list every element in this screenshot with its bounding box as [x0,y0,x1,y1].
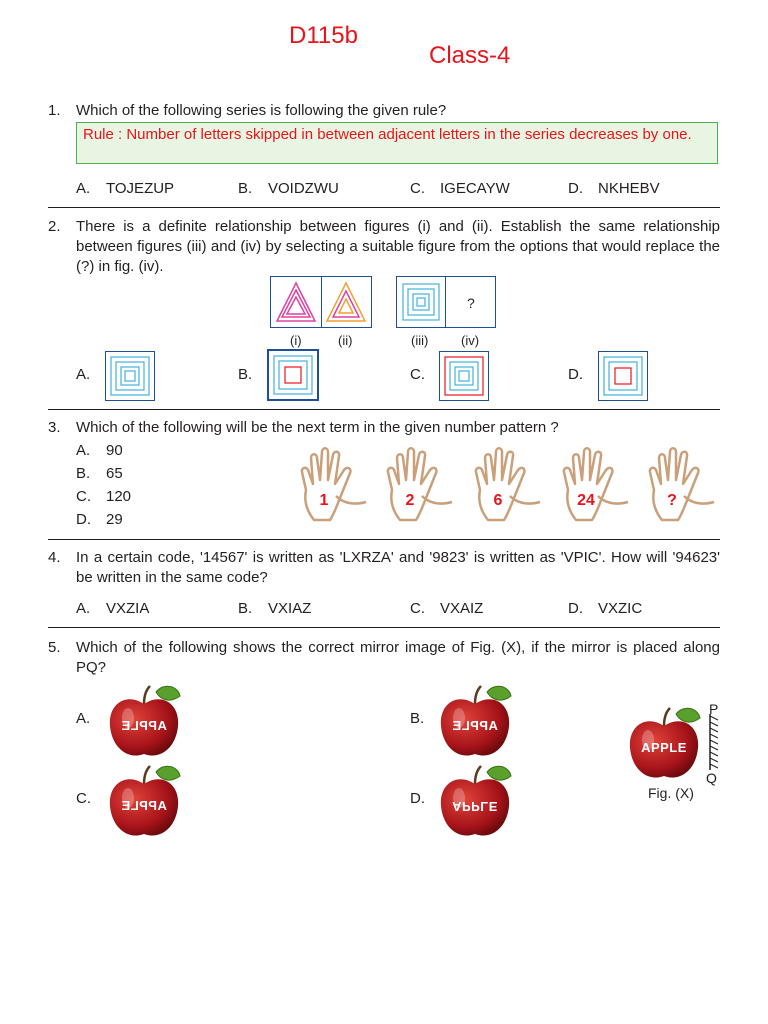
option-b[interactable]: B. 65 [76,465,123,482]
option-d-apple[interactable] [437,762,513,846]
fig-x-label: Fig. (X) [648,785,694,801]
option-b[interactable]: B. VXIAZ [238,600,312,617]
option-c[interactable]: C. VXAIZ [410,600,484,617]
option-c[interactable]: C. 120 [76,488,132,505]
figure-iii-iv [396,276,496,328]
class-label: Class-4 [429,42,511,69]
label-i: (i) [290,333,302,348]
label-iv: (iv) [461,333,480,348]
mirror-q-label: Q [706,770,717,786]
option-a[interactable]: A. 90 [76,442,123,459]
option-a[interactable]: A. VXZIA [76,600,150,617]
option-b[interactable]: B. VOIDZWU [238,180,339,197]
apple-text: APPLE [121,718,167,733]
squares-graphic [599,352,647,400]
hand-icon [470,446,546,530]
paper-code: D115b [289,22,358,49]
divider [48,627,720,628]
question-text: Which of the following shows the correct mirror image of Fig. (X), if the mirror is placed along PQ? [76,639,720,676]
squares-graphic [440,352,488,400]
option-b-label[interactable]: B. [238,366,253,383]
option-c-figure[interactable] [439,351,489,401]
option-d-label[interactable]: D. [410,790,425,807]
apple-text: APPLE [121,798,167,813]
option-c[interactable]: C. IGECAYW [410,180,510,197]
option-c-label[interactable]: C. [410,366,425,383]
question-text: Which of the following series is following the given rule? [76,102,447,119]
option-d[interactable]: D. VXZIC [568,600,643,617]
hand-icon [296,446,372,530]
option-c-label[interactable]: C. [76,790,91,807]
hand-number: 2 [405,492,415,509]
apple-text: APPLE [641,740,687,755]
option-d[interactable]: D. 29 [76,511,123,528]
apple-text: APPLE [452,799,498,814]
option-c-apple[interactable] [106,762,182,846]
question-mark: ? [467,295,475,311]
label-iii: (iii) [411,333,429,348]
option-a-apple[interactable] [106,682,182,766]
hand-icon [382,446,458,530]
figure-i-ii [270,276,372,328]
option-d-figure[interactable] [598,351,648,401]
squares-graphic [397,277,445,327]
squares-graphic [269,351,317,399]
fig-x-apple [626,704,702,788]
hand-number: 6 [493,492,503,509]
question-number: 2. [48,218,61,235]
hand-number: 1 [319,492,329,509]
mirror-p-label: P [709,701,719,717]
option-b-figure[interactable] [267,349,319,401]
hand-icon [644,446,720,530]
hand-number: 24 [577,492,595,509]
option-d-label[interactable]: D. [568,366,583,383]
option-d[interactable]: D. NKHEBV [568,180,660,197]
question-number: 3. [48,419,61,436]
option-a-figure[interactable] [105,351,155,401]
rule-box: Rule : Number of letters skipped in between adjacent letters in the series decreases by one. [76,122,718,164]
hand-number: ? [667,492,677,509]
triangles-graphic [271,277,371,327]
squares-graphic [106,352,154,400]
option-a-label[interactable]: A. [76,710,91,727]
label-ii: (ii) [338,333,353,348]
question-number: 5. [48,639,61,656]
option-b-apple[interactable] [437,682,513,766]
divider [48,409,720,410]
question-number: 1. [48,102,61,119]
option-a[interactable]: A. TOJEZUP [76,180,175,197]
apple-text: APPLE [452,718,498,733]
divider [48,207,720,208]
option-a-label[interactable]: A. [76,366,91,383]
question-text: In a certain code, '14567' is written as 'LXRZA' and '9823' is written as 'VPIC'. How will '94623' be written in the same code? [76,549,720,586]
divider [48,539,720,540]
mirror-icon [708,714,722,770]
question-text: Which of the following will be the next term in the given number pattern ? [76,419,559,436]
question-text: There is a definite relationship between figures (i) and (ii). Establish the same relationship between figures (iii) and (iv) by selecting a suitable figure from the options that would replace the (?) in fig. (iv). [76,218,720,275]
hand-icon [558,446,634,530]
option-b-label[interactable]: B. [410,710,425,727]
question-number: 4. [48,549,61,566]
